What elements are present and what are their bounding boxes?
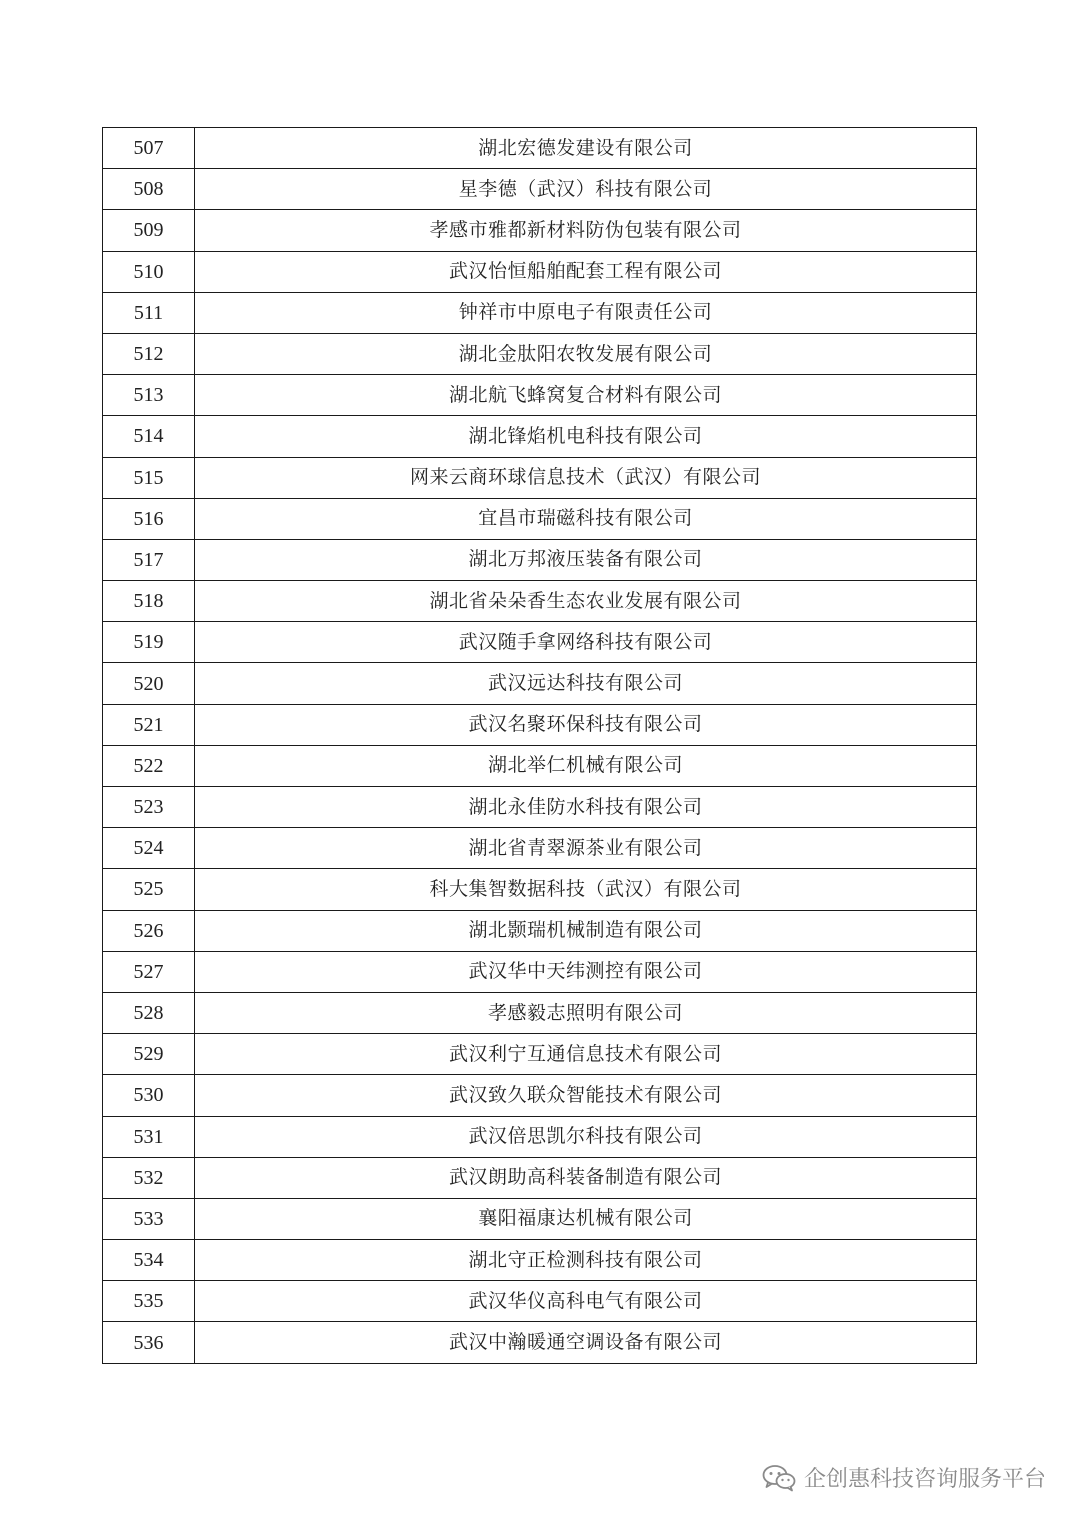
row-number: 507 <box>103 128 195 169</box>
company-name: 武汉华中天纬测控有限公司 <box>195 951 977 992</box>
table-row <box>103 498 977 539</box>
company-name: 湖北守正检测科技有限公司 <box>195 1240 977 1281</box>
row-number: 532 <box>103 1157 195 1198</box>
table-row <box>103 292 977 333</box>
row-number: 522 <box>103 745 195 786</box>
company-name: 武汉利宁互通信息技术有限公司 <box>195 1034 977 1075</box>
table-row <box>103 210 977 251</box>
table-row <box>103 622 977 663</box>
table-row <box>103 992 977 1033</box>
company-name: 孝感市雅都新材料防伪包装有限公司 <box>195 210 977 251</box>
table-row <box>103 539 977 580</box>
table-row <box>103 745 977 786</box>
watermark-text: 企创惠科技咨询服务平台 <box>803 1467 1046 1492</box>
row-number: 516 <box>103 498 195 539</box>
row-number: 520 <box>103 663 195 704</box>
row-number: 534 <box>103 1240 195 1281</box>
table-row <box>103 1281 977 1322</box>
wechat-icon <box>762 1464 796 1492</box>
company-name: 星李德（武汉）科技有限公司 <box>195 169 977 210</box>
table-row <box>103 869 977 910</box>
table-row <box>103 704 977 745</box>
row-number: 536 <box>103 1322 195 1363</box>
company-name: 武汉怡恒船舶配套工程有限公司 <box>195 251 977 292</box>
table-row <box>103 1157 977 1198</box>
company-name: 网来云商环球信息技术（武汉）有限公司 <box>195 457 977 498</box>
row-number: 517 <box>103 539 195 580</box>
company-name: 孝感毅志照明有限公司 <box>195 992 977 1033</box>
row-number: 526 <box>103 910 195 951</box>
company-name: 湖北宏德发建设有限公司 <box>195 128 977 169</box>
company-name: 湖北航飞蜂窝复合材料有限公司 <box>195 375 977 416</box>
table-row <box>103 1198 977 1239</box>
company-name: 武汉华仪高科电气有限公司 <box>195 1281 977 1322</box>
company-name: 武汉倍思凯尔科技有限公司 <box>195 1116 977 1157</box>
company-name: 湖北颢瑞机械制造有限公司 <box>195 910 977 951</box>
watermark <box>762 1462 1046 1493</box>
table-row <box>103 457 977 498</box>
company-list-table <box>102 127 977 1364</box>
table-row <box>103 1116 977 1157</box>
table-row <box>103 375 977 416</box>
company-name: 宜昌市瑞磁科技有限公司 <box>195 498 977 539</box>
table-row <box>103 169 977 210</box>
row-number: 510 <box>103 251 195 292</box>
row-number: 535 <box>103 1281 195 1322</box>
company-name: 襄阳福康达机械有限公司 <box>195 1198 977 1239</box>
table-row <box>103 333 977 374</box>
row-number: 523 <box>103 787 195 828</box>
row-number: 519 <box>103 622 195 663</box>
row-number: 521 <box>103 704 195 745</box>
table-row <box>103 663 977 704</box>
row-number: 515 <box>103 457 195 498</box>
company-name: 湖北省青翠源茶业有限公司 <box>195 828 977 869</box>
row-number: 529 <box>103 1034 195 1075</box>
table-row <box>103 828 977 869</box>
company-name: 湖北省朵朵香生态农业发展有限公司 <box>195 581 977 622</box>
table-row <box>103 951 977 992</box>
row-number: 527 <box>103 951 195 992</box>
table-row <box>103 581 977 622</box>
row-number: 518 <box>103 581 195 622</box>
row-number: 530 <box>103 1075 195 1116</box>
company-name: 湖北举仁机械有限公司 <box>195 745 977 786</box>
row-number: 533 <box>103 1198 195 1239</box>
table-row <box>103 251 977 292</box>
table-row <box>103 910 977 951</box>
row-number: 513 <box>103 375 195 416</box>
company-name: 湖北万邦液压装备有限公司 <box>195 539 977 580</box>
company-name: 科大集智数据科技（武汉）有限公司 <box>195 869 977 910</box>
table-row <box>103 128 977 169</box>
table-row <box>103 1322 977 1363</box>
company-name: 武汉随手拿网络科技有限公司 <box>195 622 977 663</box>
company-list-body <box>103 128 977 1364</box>
row-number: 508 <box>103 169 195 210</box>
company-name: 湖北永佳防水科技有限公司 <box>195 787 977 828</box>
row-number: 531 <box>103 1116 195 1157</box>
company-name: 武汉远达科技有限公司 <box>195 663 977 704</box>
table-row <box>103 1240 977 1281</box>
row-number: 525 <box>103 869 195 910</box>
table-row <box>103 1075 977 1116</box>
company-name: 武汉中瀚暖通空调设备有限公司 <box>195 1322 977 1363</box>
table-row <box>103 787 977 828</box>
company-name: 武汉朗助高科装备制造有限公司 <box>195 1157 977 1198</box>
company-name: 钟祥市中原电子有限责任公司 <box>195 292 977 333</box>
row-number: 524 <box>103 828 195 869</box>
row-number: 514 <box>103 416 195 457</box>
company-name: 武汉名聚环保科技有限公司 <box>195 704 977 745</box>
company-name: 湖北锋焰机电科技有限公司 <box>195 416 977 457</box>
row-number: 512 <box>103 333 195 374</box>
table-row <box>103 416 977 457</box>
row-number: 509 <box>103 210 195 251</box>
table-row <box>103 1034 977 1075</box>
company-name: 武汉致久联众智能技术有限公司 <box>195 1075 977 1116</box>
row-number: 511 <box>103 292 195 333</box>
row-number: 528 <box>103 992 195 1033</box>
company-name: 湖北金肽阳农牧发展有限公司 <box>195 333 977 374</box>
